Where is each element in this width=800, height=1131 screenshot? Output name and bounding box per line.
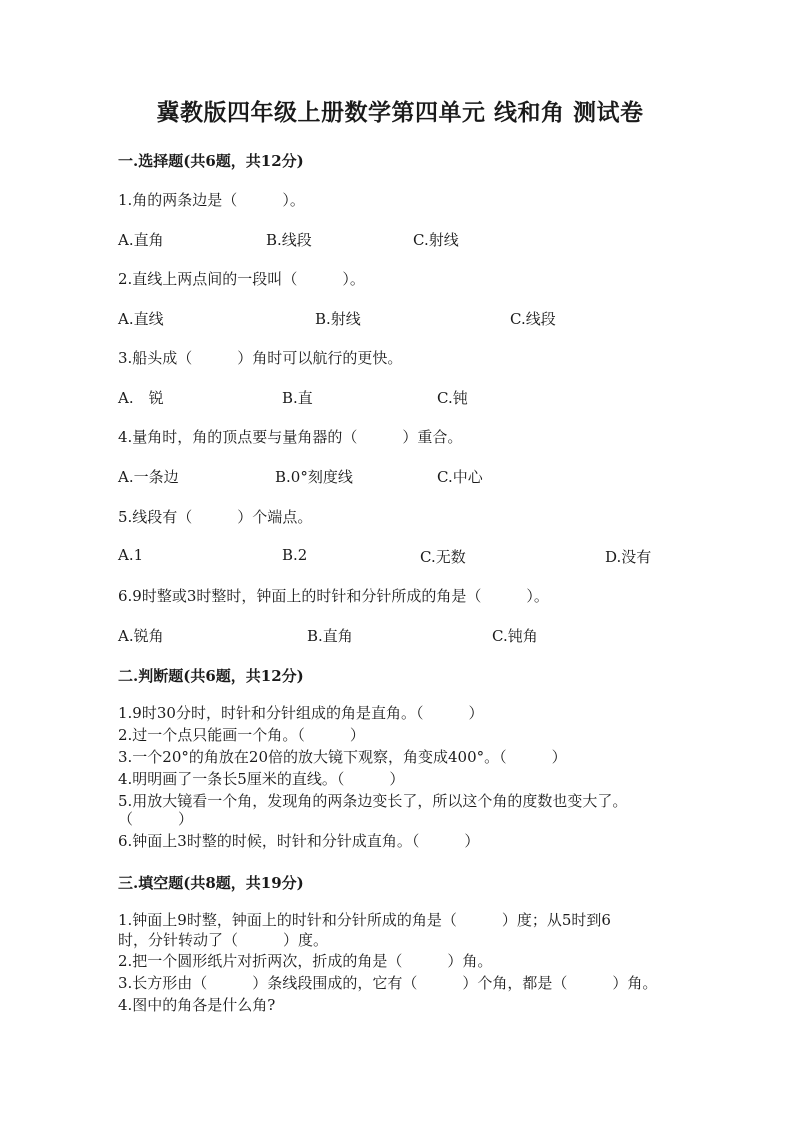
option-b: B.直	[282, 389, 313, 407]
question-text: 2.直线上两点间的一段叫（ ）。	[118, 270, 365, 288]
section-heading-fill: 三.填空题(共8题，共19分)	[118, 874, 304, 892]
option-b: B.射线	[315, 310, 361, 328]
judge-item: 4.明明画了一条长5厘米的直线。（ ）	[118, 770, 405, 788]
option-c: C.钝	[437, 389, 468, 407]
option-c: C.线段	[510, 310, 556, 328]
option-a: A.1	[118, 546, 144, 564]
question-text: 1.角的两条边是（ ）。	[118, 191, 305, 209]
option-a: A. 锐	[118, 389, 164, 407]
option-b: B.0°刻度线	[275, 468, 353, 486]
option-b: B.直角	[307, 627, 353, 645]
exam-title: 冀教版四年级上册数学第四单元 线和角 测试卷	[156, 99, 644, 126]
option-b: B.2	[282, 546, 308, 564]
option-c: C.射线	[413, 231, 459, 249]
option-c: C.钝角	[492, 627, 538, 645]
option-a: A.直线	[118, 310, 164, 328]
fill-item: 1.钟面上9时整，钟面上的时针和分针所成的角是（ ）度；从5时到6	[118, 911, 611, 929]
fill-item: 4.图中的角各是什么角?	[118, 996, 276, 1014]
judge-item: 1.9时30分时，时针和分针组成的角是直角。（ ）	[118, 704, 484, 722]
option-c: C.无数	[420, 548, 466, 566]
option-b: B.线段	[266, 231, 312, 249]
option-d: D.没有	[605, 548, 652, 566]
option-c: C.中心	[437, 468, 483, 486]
option-a: A.一条边	[118, 468, 179, 486]
judge-item: 5.用放大镜看一个角，发现角的两条边变长了，所以这个角的度数也变大了。	[118, 792, 628, 810]
question-text: 6.9时整或3时整时，钟面上的时针和分针所成的角是（ ）。	[118, 587, 549, 605]
judge-item-continuation: （ ）	[118, 810, 194, 828]
judge-item: 2.过一个点只能画一个角。（ ）	[118, 726, 365, 744]
fill-item-continuation: 时，分针转动了（ ）度。	[118, 931, 329, 949]
question-text: 3.船头成（ ）角时可以航行的更快。	[118, 349, 403, 367]
judge-item: 3.一个20°的角放在20倍的放大镜下观察，角变成400°。（ ）	[118, 748, 567, 766]
judge-item: 6.钟面上3时整的时候，时针和分针成直角。（ ）	[118, 832, 480, 850]
option-a: A.锐角	[118, 627, 164, 645]
section-heading-choice: 一.选择题(共6题，共12分)	[118, 152, 304, 170]
fill-item: 2.把一个圆形纸片对折两次，折成的角是（ ）角。	[118, 952, 493, 970]
question-text: 4.量角时，角的顶点要与量角器的（ ）重合。	[118, 428, 463, 446]
fill-item: 3.长方形由（ ）条线段围成的，它有（ ）个角，都是（ ）角。	[118, 974, 658, 992]
section-heading-judge: 二.判断题(共6题，共12分)	[118, 667, 304, 685]
option-a: A.直角	[118, 231, 164, 249]
question-text: 5.线段有（ ）个端点。	[118, 508, 313, 526]
